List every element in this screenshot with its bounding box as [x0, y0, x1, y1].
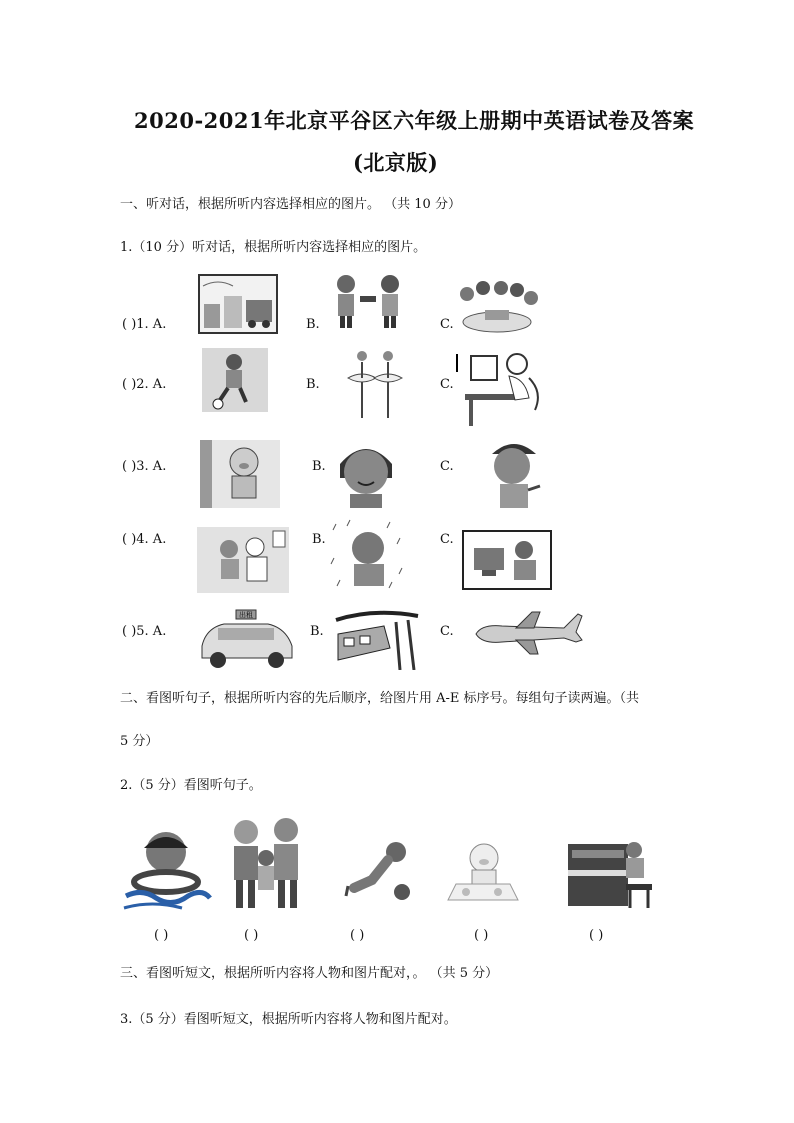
row5-option-b-train-image: [334, 608, 420, 670]
row5-prefix: ( )5. A.: [122, 624, 167, 639]
section2-blank-5: ( ): [589, 928, 604, 943]
row5-option-a-taxi-image: [196, 606, 296, 670]
section3-question: 3.（5 分）看图听短文，根据所听内容将人物和图片配对。: [120, 1012, 457, 1027]
row4-prefix: ( )4. A.: [122, 532, 167, 547]
row1-option-b-two-boys-image: [330, 272, 405, 330]
row2-option-c-label: C.: [440, 377, 454, 392]
section2-piano-girl-image: [566, 840, 658, 910]
row5-option-b-label: B.: [310, 624, 324, 639]
section1-question: 1.（10 分）听对话，根据所听内容选择相应的图片。: [120, 240, 427, 255]
row5-option-c-airplane-image: [472, 610, 584, 656]
row1-option-a-street-scene-image: [198, 274, 278, 334]
section2-heading-line2: 5 分）: [120, 734, 159, 749]
row3-option-c-boy-image: [484, 438, 544, 512]
section2-question: 2.（5 分）看图听句子。: [120, 778, 262, 793]
row4-option-c-boy-computer-image: [462, 530, 552, 590]
row4-option-a-doctor-image: [197, 527, 289, 593]
row1-prefix: ( )1. A.: [122, 317, 167, 332]
row2-option-c-computer-image: [455, 348, 547, 428]
row1-option-b-label: B.: [306, 317, 320, 332]
section2-blank-1: ( ): [154, 928, 169, 943]
section2-blank-3: ( ): [350, 928, 365, 943]
page-title-line1: 2020-2021年北京平谷区六年级上册期中英语试卷及答案: [134, 108, 695, 133]
row2-option-b-ballet-image: [340, 348, 410, 420]
section3-heading: 三、看图听短文，根据所听内容将人物和图片配对，。 （共 5 分）: [120, 966, 499, 981]
row4-option-c-label: C.: [440, 532, 454, 547]
row3-prefix: ( )3. A.: [122, 459, 167, 474]
row2-option-a-boy-soccer-image: [202, 348, 268, 412]
section2-family-image: [226, 816, 308, 910]
section2-heading-line1: 二、看图听句子，根据所听内容的先后顺序，给图片用 A-E 标序号。每组句子读两遍。（共: [120, 691, 640, 706]
section2-boy-basketball-image: [344, 840, 414, 902]
section1-heading: 一、听对话，根据所听内容选择相应的图片。 （共 10 分）: [120, 197, 461, 212]
row2-prefix: ( )2. A.: [122, 377, 167, 392]
row3-option-a-pig-image: [200, 440, 280, 508]
row3-option-b-girl-image: [330, 438, 402, 508]
section2-blank-4: ( ): [474, 928, 489, 943]
row1-option-c-birthday-party-image: [455, 276, 540, 334]
section2-pig-eating-image: [444, 840, 522, 908]
row2-option-b-label: B.: [306, 377, 320, 392]
row4-option-b-label: B.: [312, 532, 326, 547]
row3-option-c-label: C.: [440, 459, 454, 474]
taxi-sign-text: 出租: [239, 611, 253, 619]
page-title-line2: (北京版): [353, 150, 439, 175]
section2-blank-2: ( ): [244, 928, 259, 943]
row1-option-c-label: C.: [440, 317, 454, 332]
row3-option-b-label: B.: [312, 459, 326, 474]
row5-option-c-label: C.: [440, 624, 454, 639]
row4-option-b-rain-image: [330, 518, 406, 590]
section2-swimming-boy-image: [122, 826, 212, 914]
